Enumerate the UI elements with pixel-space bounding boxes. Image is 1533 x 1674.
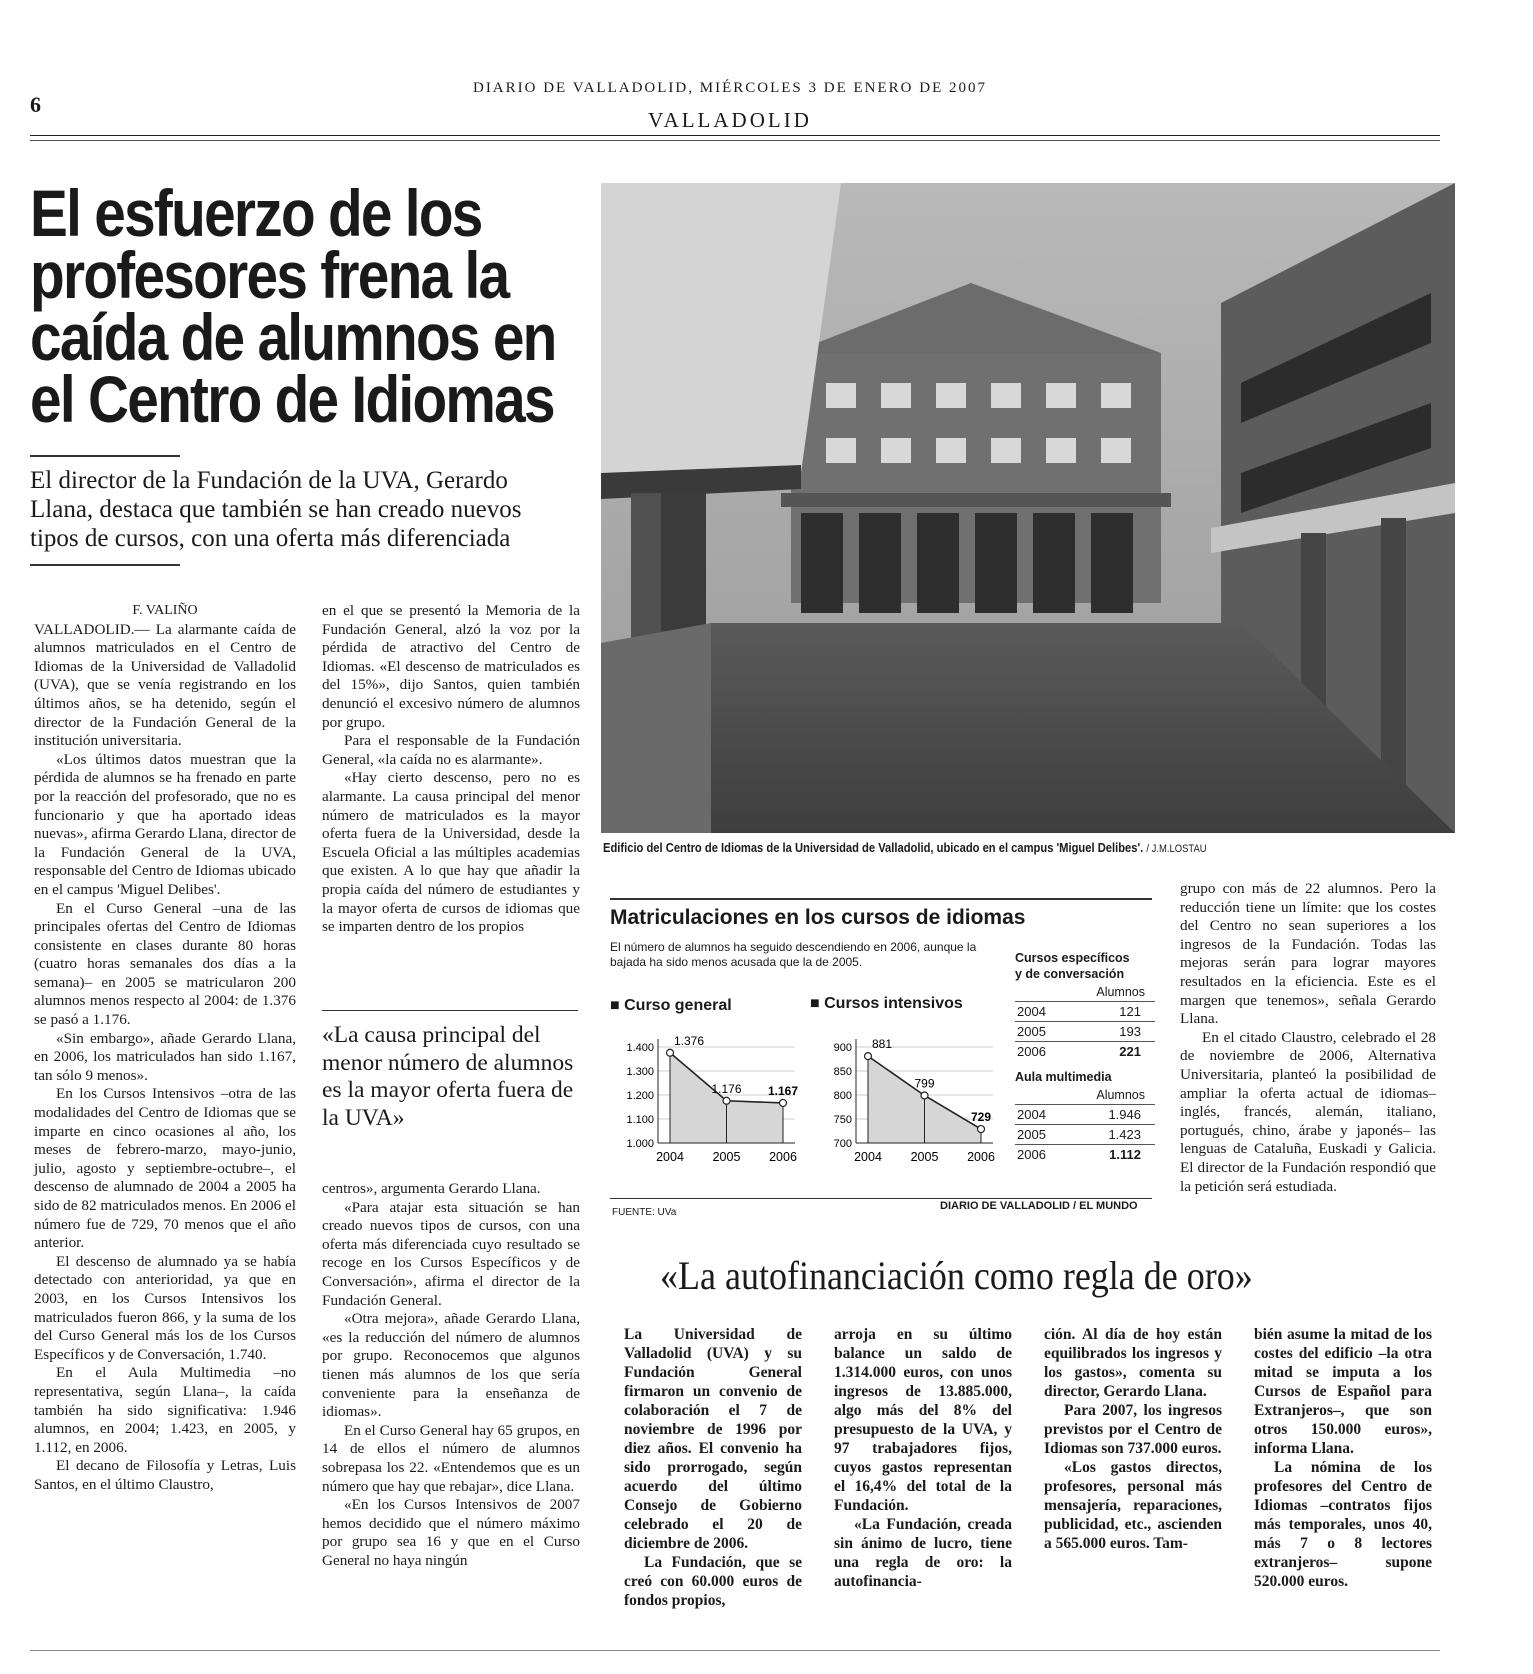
headline-line: caída de alumnos en bbox=[30, 300, 556, 374]
table-header: Alumnos bbox=[1096, 1087, 1145, 1102]
paragraph: «Los gastos directos, profesores, personal más mensajería, reparaciones, publicidad, etc., ascienden a 565.000 euros. Tam- bbox=[1044, 1459, 1222, 1552]
table-value: 1.112 bbox=[1072, 1145, 1155, 1165]
table-title-line: y de conversación bbox=[1015, 967, 1125, 981]
chart-title-general bbox=[610, 997, 732, 1015]
subheadline-line: El director de la Fundación de la UVA, Gerardo bbox=[30, 467, 508, 494]
paragraph: «La Fundación, creada sin ánimo de lucro, tiene una regla de oro: la autofinancia- bbox=[834, 1516, 1012, 1590]
data-point bbox=[921, 1092, 928, 1099]
data-label: 1.176 bbox=[711, 1081, 742, 1096]
data-point bbox=[780, 1099, 787, 1106]
table-row bbox=[1015, 1125, 1155, 1145]
graphic-bottom-rule bbox=[610, 1198, 1152, 1199]
paragraph: «Para atajar esta situación se han creado nuevos tipos de cursos, con una oferta más diferenciada cuyo resultado se recoge en los Cursos Específicos y de Conversación», afirma el director de la Fundación General. bbox=[322, 1198, 580, 1309]
table-value: 1.946 bbox=[1072, 1105, 1155, 1125]
y-tick-label: 800 bbox=[833, 1090, 852, 1102]
chart-title-text: Cursos intensivos bbox=[824, 995, 963, 1012]
table-cursos-especificos bbox=[1015, 950, 1155, 1164]
article-column-5 bbox=[1180, 880, 1436, 1196]
paragraph: Para 2007, los ingresos previstos por el Centro de Idiomas son 737.000 euros. bbox=[1044, 1402, 1222, 1457]
table-year: 2006 bbox=[1015, 1042, 1080, 1062]
headline-line: el Centro de Idiomas bbox=[30, 362, 554, 436]
x-tick-label: 2004 bbox=[854, 1150, 882, 1164]
y-tick-label: 900 bbox=[833, 1042, 852, 1054]
table-row bbox=[1015, 1002, 1155, 1022]
y-tick-label: 750 bbox=[833, 1114, 852, 1126]
table-value: 1.423 bbox=[1072, 1125, 1155, 1145]
photo-caption bbox=[603, 840, 1463, 855]
table-year: 2004 bbox=[1015, 1002, 1080, 1022]
square-bullet-icon: ■ bbox=[810, 995, 825, 1012]
header-rule bbox=[30, 135, 1440, 136]
table-title-line: Cursos específicos bbox=[1015, 951, 1130, 965]
table-header: Alumnos bbox=[1096, 984, 1145, 999]
headline-line: profesores frena la bbox=[30, 238, 509, 312]
paragraph: arroja en su último balance un saldo de 1.314.000 euros, con unos ingresos de 13.885.000, algo más del 8% del presupuesto de la UVA, y 97 trabajadores fijos, cuyos gastos representan el 16,4% del total de la Fundación. bbox=[834, 1326, 1012, 1514]
table-title bbox=[1015, 950, 1155, 982]
table-row bbox=[1015, 1145, 1155, 1165]
table-year: 2004 bbox=[1015, 1105, 1072, 1125]
masthead: DIARIO DE VALLADOLID, MIÉRCOLES 3 DE ENERO DE 2007 bbox=[472, 80, 987, 96]
subheadline bbox=[30, 466, 590, 553]
building-illustration bbox=[601, 183, 1455, 833]
header-rule-2 bbox=[30, 140, 1440, 141]
paragraph: bién asume la mitad de los costes del edificio –la otra mitad se imputa a los Cursos de Español para Extranjeros–, que son otros 150.000 euros», informa Llana. bbox=[1254, 1326, 1432, 1457]
paragraph: ción. Al día de hoy están equilibrados los ingresos y los gastos», comenta su director, Gerardo Llana. bbox=[1044, 1326, 1222, 1400]
x-tick-label: 2006 bbox=[967, 1150, 995, 1164]
table-row bbox=[1015, 1105, 1155, 1125]
data-label: 1.376 bbox=[674, 1033, 705, 1048]
x-tick-label: 2005 bbox=[910, 1150, 939, 1164]
footer-rule bbox=[30, 1650, 1440, 1651]
data-label: 729 bbox=[970, 1110, 992, 1125]
paragraph: La Fundación, que se creó con 60.000 euros de fondos propios, bbox=[624, 1554, 802, 1609]
paragraph: En el citado Claustro, celebrado el 28 de noviembre de 2006, Alternativa Universitaria, planteó la posibilidad de ampliar la oferta actual de idiomas– inglés, francés, alemán, italiano, portugués, chino, árabe y japonés– las lenguas de Cataluña, Euskadi y Galicia. El director de la Fundación respondió que la petición será estudiada. bbox=[1180, 1028, 1436, 1195]
paragraph: «En los Cursos Intensivos de 2007 hemos decidido que el número máximo por grupo sea 16 y que en el Curso General no haya ningún bbox=[322, 1496, 580, 1569]
paragraph: «Otra mejora», añade Gerardo Llana, «es la reducción del número de alumnos por grupo. Reconocemos que algunos tienen más alumnos de los que sería conveniente para la enseñanza de idiomas». bbox=[322, 1310, 580, 1421]
graphic-subtitle: El número de alumnos ha seguido descendiendo en 2006, aunque la bajada ha sido menos acusada que la de 2005. bbox=[610, 940, 977, 969]
x-tick-label: 2004 bbox=[656, 1150, 684, 1164]
page-number: 6 bbox=[30, 92, 41, 117]
paragraph: El decano de Filosofía y Letras, Luis Santos, en el último Claustro, bbox=[34, 1457, 296, 1493]
paragraph: grupo con más de 22 alumnos. Pero la reducción tiene un límite: que los costes del Centro no sean superiores a los ingresos de la Fundación. Todas las mejoras serán para lograr mayores resultados en la eficiencia. Este es el margen que tenemos», señala Gerardo Llana. bbox=[1180, 880, 1436, 1028]
data-point bbox=[667, 1049, 674, 1056]
quote-rule-top bbox=[322, 1010, 578, 1011]
y-tick-label: 1.400 bbox=[626, 1042, 654, 1054]
headline-rule bbox=[30, 455, 180, 457]
table-value: 221 bbox=[1080, 1042, 1155, 1062]
data-label: 799 bbox=[914, 1076, 935, 1091]
data-point bbox=[723, 1097, 730, 1104]
sidebar-column-2 bbox=[834, 1325, 1012, 1591]
data-point bbox=[865, 1053, 872, 1060]
table-row bbox=[1015, 1022, 1155, 1042]
building-photo bbox=[601, 183, 1455, 833]
byline: F. VALIÑO bbox=[132, 603, 198, 618]
subheadline-line: Llana, destaca que también se han creado nuevos bbox=[30, 496, 522, 523]
chart-curso-general bbox=[610, 1025, 810, 1175]
table-value: 193 bbox=[1080, 1022, 1155, 1042]
sidebar-headline: «La autofinanciación como regla de oro» bbox=[660, 1253, 1253, 1298]
y-tick-label: 1.100 bbox=[626, 1114, 654, 1126]
sidebar-column-3 bbox=[1044, 1325, 1222, 1553]
paragraph: El descenso de alumnado ya se había detectado con anterioridad, ya que en 2003, en los Cursos Intensivos los matriculados fueron 866, y la suma de los del Curso General más los de los Cursos Específicos y de Conversación, 1.740. bbox=[34, 1252, 296, 1363]
chart-title-intensivos bbox=[810, 995, 963, 1013]
photo-credit: / J.M.LOSTAU bbox=[1146, 843, 1207, 855]
paragraph: La nómina de los profesores del Centro de Idiomas –contratos fijos más temporales, unos 40, más 7 o 8 lectores extranjeros– supone 520.000 euros. bbox=[1254, 1459, 1432, 1590]
paragraph: La Universidad de Valladolid (UVA) y su Fundación General firmaron un convenio de colaboración el 7 de noviembre de 1996 por diez años. El convenio ha sido prorrogado, según acuerdo del último Consejo de Gobierno celebrado el 20 de diciembre de 2006. bbox=[624, 1326, 802, 1552]
section-name: VALLADOLID bbox=[648, 108, 812, 132]
table-year: 2005 bbox=[1015, 1022, 1080, 1042]
table-row bbox=[1015, 1042, 1155, 1062]
caption-text: Edificio del Centro de Idiomas de la Universidad de Valladolid, ubicado en el campus 'Miguel Delibes'. bbox=[603, 840, 1144, 855]
sidebar-column-4 bbox=[1254, 1325, 1432, 1591]
paragraph: centros», argumenta Gerardo Llana. bbox=[322, 1180, 541, 1197]
graphic-source: FUENTE: UVa bbox=[612, 1207, 677, 1218]
data-table-multimedia bbox=[1015, 1085, 1155, 1164]
y-tick-label: 850 bbox=[833, 1066, 852, 1078]
paragraph: «Hay cierto descenso, pero no es alarmante. La causa principal del menor número de matriculados es la mayor oferta fuera de la Universidad, desde la Escuela Oficial a las múltiples academias que existen. A lo que hay que añadir la propia caída del número de estudiantes y la mayor oferta de cursos de idiomas que se imparten dentro de los propios bbox=[322, 769, 580, 936]
paragraph: Para el responsable de la Fundación General, «la caída no es alarmante». bbox=[322, 732, 580, 768]
paragraph: En el Aula Multimedia –no representativa, según Llana–, la caída también ha sido significativa: 1.946 alumnos, en 2004; 1.423, en 2005, y 1.112, en 2006. bbox=[34, 1364, 296, 1456]
y-tick-label: 700 bbox=[833, 1138, 852, 1150]
data-label: 1.167 bbox=[767, 1083, 799, 1098]
headline bbox=[30, 176, 589, 436]
x-tick-label: 2006 bbox=[769, 1150, 797, 1164]
pull-quote: «La causa principal del menor número de alumnos es la mayor oferta fuera de la UVA» bbox=[322, 1022, 574, 1131]
paragraph: en el que se presentó la Memoria de la Fundación General, alzó la voz por la pérdida de atractivo del Centro de Idiomas. «El descenso de matriculados es del 15%», dijo Santos, quien también denunció el excesivo número de alumnos por grupo. bbox=[322, 602, 580, 731]
y-tick-label: 1.200 bbox=[626, 1090, 654, 1102]
headline-line: El esfuerzo de los bbox=[30, 176, 482, 250]
data-table bbox=[1015, 982, 1155, 1061]
subheadline-line: tipos de cursos, con una oferta más diferenciada bbox=[30, 525, 511, 552]
table-year: 2005 bbox=[1015, 1125, 1072, 1145]
table-title-multimedia: Aula multimedia bbox=[1015, 1070, 1112, 1084]
data-label: 881 bbox=[872, 1037, 893, 1052]
chart-title-text: Curso general bbox=[624, 997, 732, 1014]
sidebar-column-1 bbox=[624, 1325, 802, 1610]
paragraph: «Sin embargo», añade Gerardo Llana, en 2006, los matriculados han sido 1.167, tan sólo 9 menos». bbox=[34, 1029, 296, 1084]
paragraph: En los Cursos Intensivos –otra de las modalidades del Centro de Idiomas que se imparte en cinco ocasiones al año, los meses de febrero-marzo, mayo-junio, julio, agosto y septiembre-octubre–, el descenso de alumnado de 2004 a 2005 ha sido de 82 matriculados menos. En 2006 el número fue de 729, 70 menos que el año anterior. bbox=[34, 1085, 296, 1252]
article-column-2-top bbox=[322, 602, 580, 937]
square-bullet-icon: ■ bbox=[610, 997, 625, 1014]
article-column-1 bbox=[34, 602, 296, 1495]
subheadline-rule bbox=[30, 564, 180, 566]
table-value: 121 bbox=[1080, 1002, 1155, 1022]
chart-cursos-intensivos bbox=[808, 1025, 1008, 1175]
paragraph: En el Curso General hay 65 grupos, en 14 de ellos el número de alumnos sobrepasa los 22. «Entendemos que es un número que hay que rebajar», dice Llana. bbox=[322, 1421, 580, 1495]
y-tick-label: 1.000 bbox=[626, 1138, 654, 1150]
article-column-2-bottom bbox=[322, 1180, 580, 1570]
paragraph: VALLADOLID.— La alarmante caída de alumnos matriculados en el Centro de Idiomas de la Universidad de Valladolid (UVA), que se venía registrando en los últimos años, se ha detenido, según el director de la Fundación General de la institución universitaria. bbox=[34, 620, 296, 750]
data-point bbox=[978, 1126, 985, 1133]
table-year: 2006 bbox=[1015, 1145, 1072, 1165]
y-tick-label: 1.300 bbox=[626, 1066, 654, 1078]
paragraph: En el Curso General –una de las principales ofertas del Centro de Idiomas consistente en clases durante 80 horas (cuatro horas semanales dos días a la semana)– en 2005 se matricularon 200 alumnos menos respecto al 2004: de 1.376 se pasó a 1.176. bbox=[34, 899, 296, 1029]
graphic-title: Matriculaciones en los cursos de idiomas bbox=[610, 906, 1026, 929]
graphic-top-rule bbox=[610, 898, 1152, 900]
x-tick-label: 2005 bbox=[712, 1150, 741, 1164]
paragraph: «Los últimos datos muestran que la pérdida de alumnos se ha frenado en parte por la reacción del profesorado, que no es funcionario y que ha aportado ideas nuevas», afirma Gerardo Llana, director de la Fundación General de la UVA, responsable del Centro de Idiomas ubicado en el campus 'Miguel Delibes'. bbox=[34, 750, 296, 898]
graphic-credit: DIARIO DE VALLADOLID / EL MUNDO bbox=[940, 1200, 1138, 1212]
